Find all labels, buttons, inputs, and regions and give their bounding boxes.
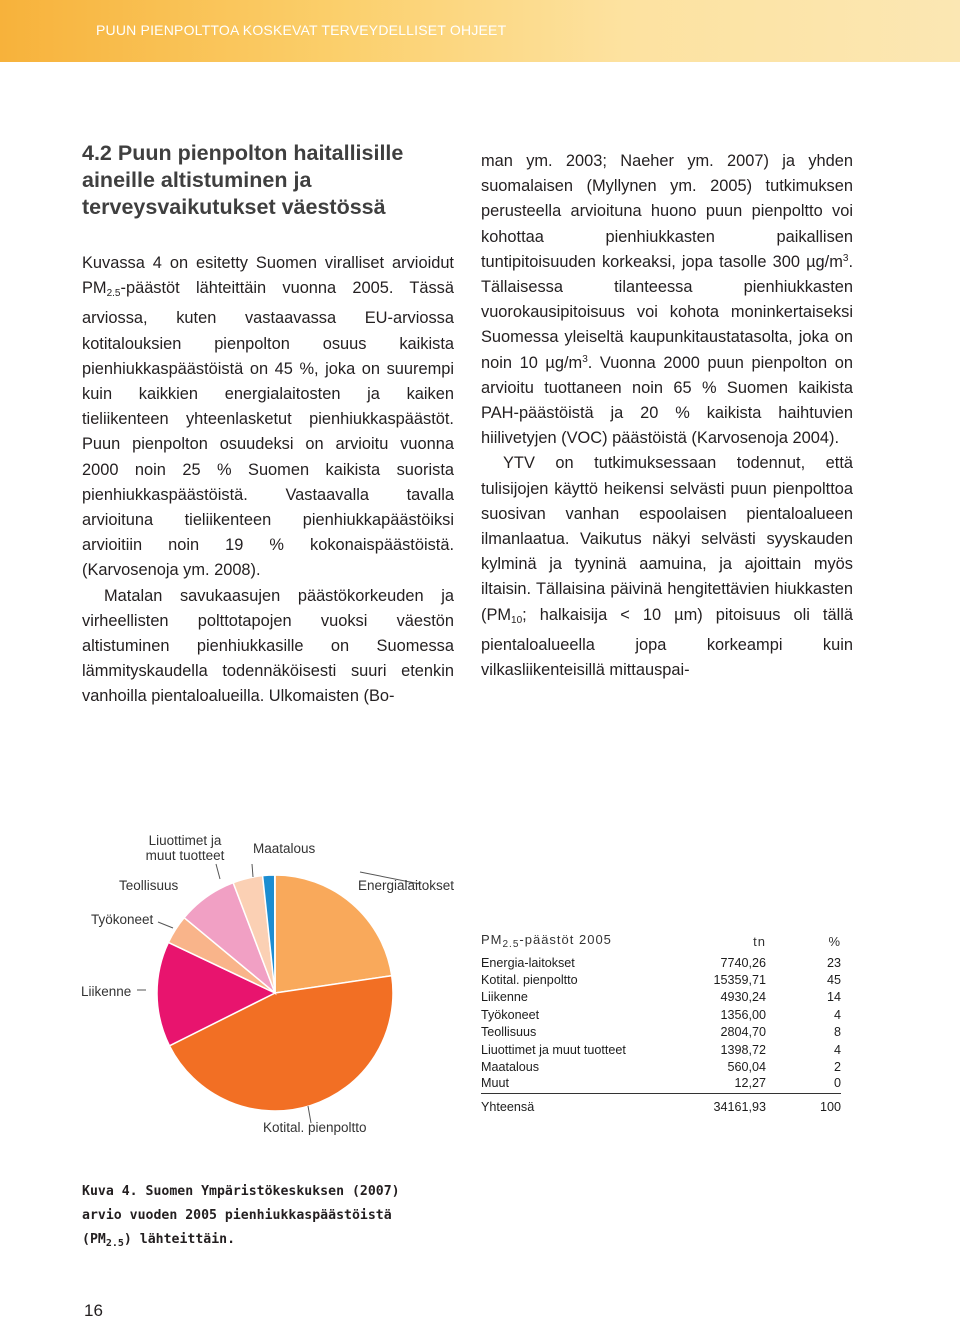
row-percent: 4: [833, 1042, 841, 1057]
table-row: [481, 954, 841, 971]
header-source: [481, 932, 671, 954]
table-row: [481, 989, 841, 1006]
row-tn: 7740,26: [720, 955, 766, 970]
pie-chart: [70, 825, 490, 1145]
text-run: . Tällaisessa tilanteessa pienhiukkasten vuorokausipitoisuus voi kohota moninkertaiseksi Suomessa yleiseltä kaupunkitaustatasolta, joka on noin 10 µg/m: [481, 252, 853, 372]
text-run: ) lähteittäin.: [123, 1232, 236, 1247]
emissions-table-wrap: [481, 932, 846, 1114]
label-teollisuus: Teollisuus: [119, 878, 179, 893]
pie-slices: [157, 875, 393, 1111]
table-row: [481, 1006, 841, 1023]
header-percent: %: [828, 933, 841, 949]
row-percent: 4: [833, 1007, 841, 1022]
label-kotital: Kotital. pienpoltto: [263, 1120, 367, 1135]
table-body: [481, 954, 841, 1093]
section-heading: [82, 140, 442, 221]
right-paragraph-2: [481, 451, 853, 683]
label-tyokoneet: Työkoneet: [91, 912, 154, 927]
row-source: Työkoneet: [481, 1007, 540, 1022]
text-run: man ym. 2003; Naeher ym. 2007) ja yhden suomalaisen (Myllynen ym. 2005) tutkimuksen perusteella arvioituna huono puun pienpoltto voi kohottaa pienhiukkasten paikallisen tuntipitoisuuden korkeaksi, jopa tasolle 300 µg/m: [481, 152, 853, 271]
row-tn: 1356,00: [720, 1007, 766, 1022]
left-paragraph-1: [82, 251, 454, 584]
page-number: 16: [84, 1301, 103, 1320]
figure-caption: [82, 1180, 432, 1256]
header-text: PM: [481, 932, 503, 947]
row-percent: 0: [766, 1076, 841, 1093]
superscript: 3: [582, 353, 588, 365]
table-row: [481, 971, 841, 988]
subscript: 2.5: [105, 1238, 124, 1249]
text-run: . Vuonna 2000 puun pienpolton on arvioitu tuottaneen noin 65 % Suomen kaikista PAH-päästöistä ja 20 % kaikista haihtuvien hiilivetyjen (VOC) päästöistä (Karvosenoja 2004).: [481, 353, 853, 448]
right-paragraph-1: [481, 149, 853, 451]
caption-line-1: Kuva 4. Suomen Ympäristökeskuksen (2007): [82, 1184, 400, 1199]
row-tn: 560,04: [727, 1060, 766, 1075]
right-column: [481, 149, 853, 683]
superscript: 3: [842, 252, 849, 264]
text-run: YTV on tutkimuksessaan todennut, että tulisijojen käyttö heikensi selvästi puun pienpolttoa suosivan vanhan espoolaisen pientaloalueen ilmanlaatua. Vaikutus näkyi selvästi syyskauden kylminä ja tyyninä aamuina, ja ajoittain myös iltaisin. Tällaisina päivinä hengitettävien hiukkasten (PM: [481, 454, 853, 624]
row-source: Maatalous: [481, 1060, 540, 1075]
table-row: [481, 1076, 841, 1093]
heading-line-1: 4.2 Puun pienpolton haitallisille: [82, 141, 404, 165]
heading-line-2: aineille altistuminen ja: [82, 168, 312, 192]
header-text: -päästöt 2005: [519, 932, 612, 947]
pie-chart-area: [70, 825, 490, 1145]
total-tn: 34161,93: [713, 1099, 766, 1114]
row-source: Teollisuus: [481, 1025, 537, 1040]
row-percent: 8: [833, 1025, 841, 1040]
running-header: PUUN PIENPOLTTOA KOSKEVAT TERVEYDELLISET OHJEET: [96, 22, 507, 38]
row-percent: 2: [833, 1060, 841, 1075]
row-tn: 12,27: [671, 1076, 766, 1093]
row-source: Liuottimet ja muut tuotteet: [481, 1042, 626, 1057]
caption-line-2: arvio vuoden 2005 pienhiukkaspäästöistä: [82, 1208, 392, 1223]
label-line: Liuottimet ja: [148, 833, 222, 848]
row-tn: 15359,71: [713, 973, 766, 988]
row-percent: 14: [826, 990, 841, 1005]
text-run: (PM: [82, 1232, 106, 1247]
label-liikenne: Liikenne: [81, 984, 132, 999]
total-percent: 100: [819, 1099, 841, 1114]
left-column: [82, 251, 454, 710]
table-total-row: [481, 1093, 841, 1114]
emissions-table: [481, 932, 841, 1114]
total-label: Yhteensä: [481, 1099, 535, 1114]
label-maatalous: Maatalous: [253, 841, 316, 856]
subscript: 10: [511, 614, 523, 626]
row-tn: 1398,72: [720, 1042, 766, 1057]
subscript: 2.5: [502, 939, 520, 950]
table-row: [481, 1024, 841, 1041]
row-tn: 4930,24: [720, 990, 766, 1005]
text-run: Kuvassa 4 on esitetty Suomen viralliset arvioidut PM: [82, 254, 454, 298]
left-paragraph-2: Matalan savukaasujen päästökorkeuden ja virheellisten polttotapojen vuoksi väestön altistuminen pienhiukkasille on Suomessa lämmityskaudella todennäköisesti suuri etenkin vanhoilla pientaloalueilla. Ulkomaisten (Bo-: [82, 586, 454, 706]
leader-line: [158, 922, 173, 928]
row-source: Liikenne: [481, 990, 528, 1005]
leader-line: [252, 864, 253, 877]
row-tn: 2804,70: [720, 1025, 766, 1040]
text-run: ; halkaisija < 10 µm) pitoisuus oli tällä pientaloalueella jopa korkeampi kuin vilkasliikenteisillä mittauspai-: [481, 605, 853, 680]
subscript: 2.5: [106, 288, 121, 300]
row-source: Kotital. pienpoltto: [481, 973, 578, 988]
row-percent: 23: [826, 955, 841, 970]
label-liuottimet: [146, 833, 225, 863]
row-source: Muut: [481, 1076, 671, 1093]
table-row: [481, 1041, 841, 1058]
header-band: [0, 0, 960, 62]
table-header-row: [481, 932, 841, 954]
heading-line-3: terveysvaikutukset väestössä: [82, 195, 386, 219]
caption-line-3: [82, 1232, 235, 1247]
label-energialaitokset: Energialaitokset: [358, 878, 455, 893]
row-source: Energia-laitokset: [481, 955, 575, 970]
header-tn: tn: [753, 933, 766, 949]
text-run: -päästöt lähteittäin vuonna 2005. Tässä arviossa, kuten vastaavassa EU-arviossa kotitalouksien pienpolton osuus kaikista pienhiukkaspäästöistä on 45 %, joka on suurempi kuin kaikkien energialaitosten ja kaiken tieliikenteen yhteenlasketut pienhiukkaspäästöt. Puun pienpolton osuudeksi on arvioitu vuonna 2000 noin 25 % Suomen kaikista suorista pienhiukkaspäästöistä. Vastaavalla tavalla arvioituna tieliikenteen pienhiukkapäästöiksi arvioitiin noin 19 % kokonaispäästöistä.(Karvosenoja ym. 2008).: [82, 279, 454, 580]
leader-line: [216, 864, 220, 879]
table-row: [481, 1058, 841, 1075]
row-percent: 45: [826, 973, 841, 988]
label-line: muut tuotteet: [145, 848, 225, 863]
